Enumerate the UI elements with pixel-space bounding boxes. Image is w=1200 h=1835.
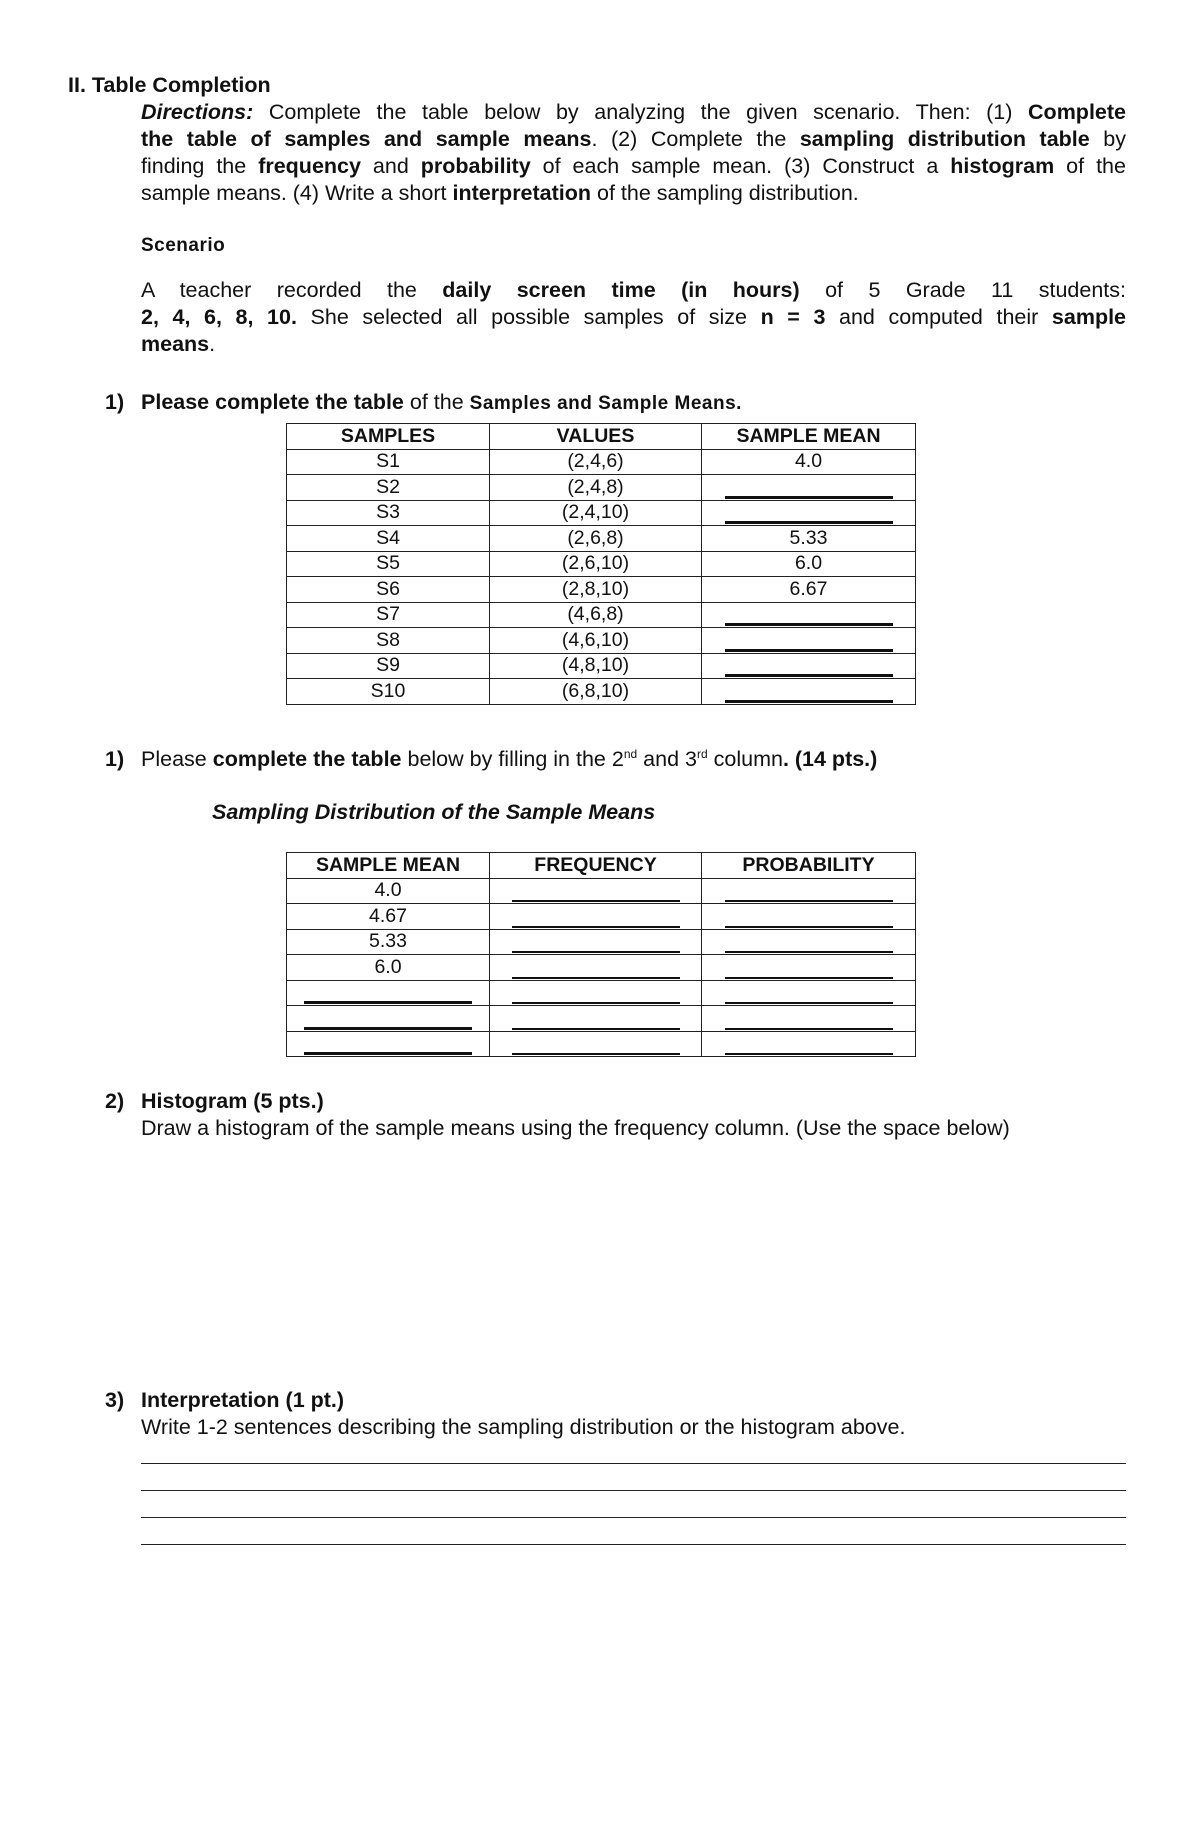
directions-text: sample means. (4) Write a short: [141, 181, 447, 205]
table-row: [287, 449, 916, 475]
table-row: [287, 980, 916, 1006]
scenario-text: A teacher recorded the: [141, 278, 417, 302]
answer-blank[interactable]: [304, 987, 472, 1004]
table-row: [287, 955, 916, 981]
values-cell: (4,6,10): [490, 628, 702, 654]
probability-blank-cell[interactable]: [702, 1031, 916, 1057]
answer-blank[interactable]: [725, 937, 893, 953]
table-row: [287, 577, 916, 603]
table-row: [287, 500, 916, 526]
q2-text: below by filling in the 2: [407, 747, 624, 771]
table-row: [287, 551, 916, 577]
table-row: [287, 1006, 916, 1032]
table-row: [287, 904, 916, 930]
probability-blank-cell[interactable]: [702, 955, 916, 981]
sample-cell: S9: [287, 653, 490, 679]
table-row: [287, 628, 916, 654]
table-row: [287, 475, 916, 501]
q1-emphasis: Please complete the table: [141, 390, 404, 414]
values-cell: (2,6,8): [490, 526, 702, 552]
scenario-emphasis: daily screen time (in hours): [442, 278, 800, 302]
table-row: [287, 878, 916, 904]
q2-number: 1): [105, 747, 125, 771]
table-header-row: [287, 424, 916, 450]
frequency-blank-cell[interactable]: [490, 980, 702, 1006]
table-row: [287, 929, 916, 955]
q1-prompt: [141, 389, 742, 417]
values-cell: (4,8,10): [490, 653, 702, 679]
answer-blank[interactable]: [512, 963, 680, 979]
column-header: SAMPLES: [287, 424, 490, 450]
directions-emphasis: histogram: [950, 154, 1055, 178]
probability-blank-cell[interactable]: [702, 904, 916, 930]
frequency-blank-cell[interactable]: [490, 1006, 702, 1032]
column-header: PROBABILITY: [702, 853, 916, 879]
answer-blank[interactable]: [304, 1038, 472, 1055]
scenario-text: and computed their: [839, 305, 1039, 329]
distribution-table: [286, 852, 916, 1057]
answer-blank[interactable]: [725, 1039, 893, 1055]
directions-text: and: [372, 154, 409, 178]
probability-blank-cell[interactable]: [702, 929, 916, 955]
mean-cell: 4.67: [287, 904, 490, 930]
answer-blank[interactable]: [725, 988, 893, 1004]
frequency-blank-cell[interactable]: [490, 904, 702, 930]
column-header: SAMPLE MEAN: [287, 853, 490, 879]
column-header: VALUES: [490, 424, 702, 450]
histogram-drawing-area[interactable]: [141, 1150, 1126, 1370]
mean-blank-cell[interactable]: [287, 1031, 490, 1057]
sample-cell: S10: [287, 679, 490, 705]
answer-blank[interactable]: [725, 912, 893, 928]
scenario-text: She selected all possible samples of size: [310, 305, 747, 329]
answer-line[interactable]: [141, 1517, 1126, 1518]
answer-blank[interactable]: [725, 886, 893, 902]
mean-cell: 4.0: [702, 449, 916, 475]
answer-blank[interactable]: [512, 1014, 680, 1030]
sample-cell: S2: [287, 475, 490, 501]
q2-superscript: rd: [696, 746, 708, 761]
answer-blank[interactable]: [512, 1039, 680, 1055]
q4-title: Interpretation (1 pt.): [141, 1388, 345, 1412]
mean-cell: 5.33: [702, 526, 916, 552]
values-cell: (4,6,8): [490, 602, 702, 628]
scenario-text: .: [209, 332, 216, 356]
scenario-line-1: [141, 277, 1126, 304]
directions-emphasis: Complete: [1028, 100, 1126, 124]
scenario-heading: Scenario: [141, 235, 226, 256]
frequency-blank-cell[interactable]: [490, 955, 702, 981]
mean-blank-cell[interactable]: [702, 653, 916, 679]
section-title: II. Table Completion: [68, 73, 271, 97]
directions-text: finding the: [141, 154, 247, 178]
probability-blank-cell[interactable]: [702, 1006, 916, 1032]
scenario-emphasis: sample: [1051, 305, 1127, 329]
values-cell: (2,4,8): [490, 475, 702, 501]
answer-line[interactable]: [141, 1463, 1126, 1464]
scenario-emphasis: 2, 4, 6, 8, 10.: [141, 305, 297, 329]
q2-prompt: [141, 746, 877, 773]
directions-text: of the: [1066, 154, 1126, 178]
directions-emphasis: frequency: [258, 154, 361, 178]
answer-blank[interactable]: [725, 507, 893, 524]
q2-text: Please: [141, 747, 207, 771]
directions-line-4: [141, 180, 859, 207]
answer-blank[interactable]: [512, 937, 680, 953]
sample-cell: S3: [287, 500, 490, 526]
mean-cell: 6.0: [287, 955, 490, 981]
answer-blank[interactable]: [725, 660, 893, 677]
table-row: [287, 526, 916, 552]
directions-text: of each sample mean. (3) Construct a: [542, 154, 939, 178]
sample-cell: S7: [287, 602, 490, 628]
values-cell: (6,8,10): [490, 679, 702, 705]
answer-blank[interactable]: [512, 988, 680, 1004]
frequency-blank-cell[interactable]: [490, 929, 702, 955]
answer-line[interactable]: [141, 1544, 1126, 1545]
values-cell: (2,4,6): [490, 449, 702, 475]
sample-cell: S4: [287, 526, 490, 552]
answer-blank[interactable]: [304, 1013, 472, 1030]
mean-cell: 4.0: [287, 878, 490, 904]
q3-instruction: Draw a histogram of the sample means using the frequency column. (Use the space below): [141, 1116, 1010, 1140]
scenario-emphasis: means: [141, 332, 210, 356]
directions-line-3: [141, 153, 1126, 180]
table-row: [287, 653, 916, 679]
mean-blank-cell[interactable]: [702, 475, 916, 501]
samples-table: [286, 423, 916, 705]
directions-emphasis: the table of samples and sample means: [141, 127, 592, 151]
q2-emphasis: . (14 pts.): [782, 747, 878, 771]
answer-blank[interactable]: [512, 912, 680, 928]
table-row: [287, 602, 916, 628]
probability-blank-cell[interactable]: [702, 878, 916, 904]
directions-line-1: [141, 99, 1126, 126]
column-header: SAMPLE MEAN: [702, 424, 916, 450]
mean-blank-cell[interactable]: [287, 980, 490, 1006]
answer-line[interactable]: [141, 1490, 1126, 1491]
sample-cell: S8: [287, 628, 490, 654]
directions-emphasis: probability: [420, 154, 531, 178]
answer-blank[interactable]: [725, 482, 893, 499]
mean-blank-cell[interactable]: [702, 500, 916, 526]
dist-table-title: Sampling Distribution of the Sample Means: [212, 800, 656, 824]
scenario-line-3: [141, 331, 215, 358]
mean-blank-cell[interactable]: [702, 628, 916, 654]
mean-cell: 6.67: [702, 577, 916, 603]
scenario-line-2: [141, 304, 1126, 331]
sample-cell: S5: [287, 551, 490, 577]
sample-cell: S6: [287, 577, 490, 603]
q3-title: Histogram (5 pts.): [141, 1089, 324, 1113]
q4-number: 3): [105, 1388, 125, 1412]
scenario-text: of 5 Grade 11 students:: [825, 278, 1126, 302]
directions-text: Complete the table below by analyzing the given scenario. Then: (1): [268, 100, 1013, 124]
column-header: FREQUENCY: [490, 853, 702, 879]
mean-blank-cell[interactable]: [287, 1006, 490, 1032]
sample-cell: S1: [287, 449, 490, 475]
directions-label: Directions:: [141, 100, 254, 124]
answer-blank[interactable]: [512, 886, 680, 902]
directions-text: by: [1103, 127, 1126, 151]
table-row: [287, 679, 916, 705]
probability-blank-cell[interactable]: [702, 980, 916, 1006]
q2-text: column: [713, 747, 783, 771]
directions-text: of the sampling distribution.: [597, 181, 859, 205]
answer-blank[interactable]: [725, 686, 893, 703]
directions-emphasis: sampling distribution table: [799, 127, 1090, 151]
directions-line-2: [141, 126, 1126, 153]
mean-cell: 5.33: [287, 929, 490, 955]
table-row: [287, 1031, 916, 1057]
q4-instruction: Write 1-2 sentences describing the sampling distribution or the histogram above.: [141, 1415, 906, 1439]
directions-text: . (2) Complete the: [591, 127, 787, 151]
directions-emphasis: interpretation: [452, 181, 592, 205]
answer-blank[interactable]: [725, 609, 893, 626]
mean-blank-cell[interactable]: [702, 679, 916, 705]
values-cell: (2,6,10): [490, 551, 702, 577]
q2-emphasis: complete the table: [212, 747, 402, 771]
answer-blank[interactable]: [725, 1014, 893, 1030]
q2-superscript: nd: [623, 746, 638, 761]
scenario-emphasis: n = 3: [760, 305, 826, 329]
mean-cell: 6.0: [702, 551, 916, 577]
mean-blank-cell[interactable]: [702, 602, 916, 628]
answer-blank[interactable]: [725, 635, 893, 652]
values-cell: (2,8,10): [490, 577, 702, 603]
frequency-blank-cell[interactable]: [490, 878, 702, 904]
q1-number: 1): [105, 390, 125, 414]
frequency-blank-cell[interactable]: [490, 1031, 702, 1057]
answer-blank[interactable]: [725, 963, 893, 979]
q1-text: of the: [409, 390, 464, 414]
values-cell: (2,4,10): [490, 500, 702, 526]
q1-emphasis: Samples and Sample Means.: [469, 393, 742, 414]
table-header-row: [287, 853, 916, 879]
q3-number: 2): [105, 1089, 125, 1113]
q2-text: and 3: [643, 747, 697, 771]
